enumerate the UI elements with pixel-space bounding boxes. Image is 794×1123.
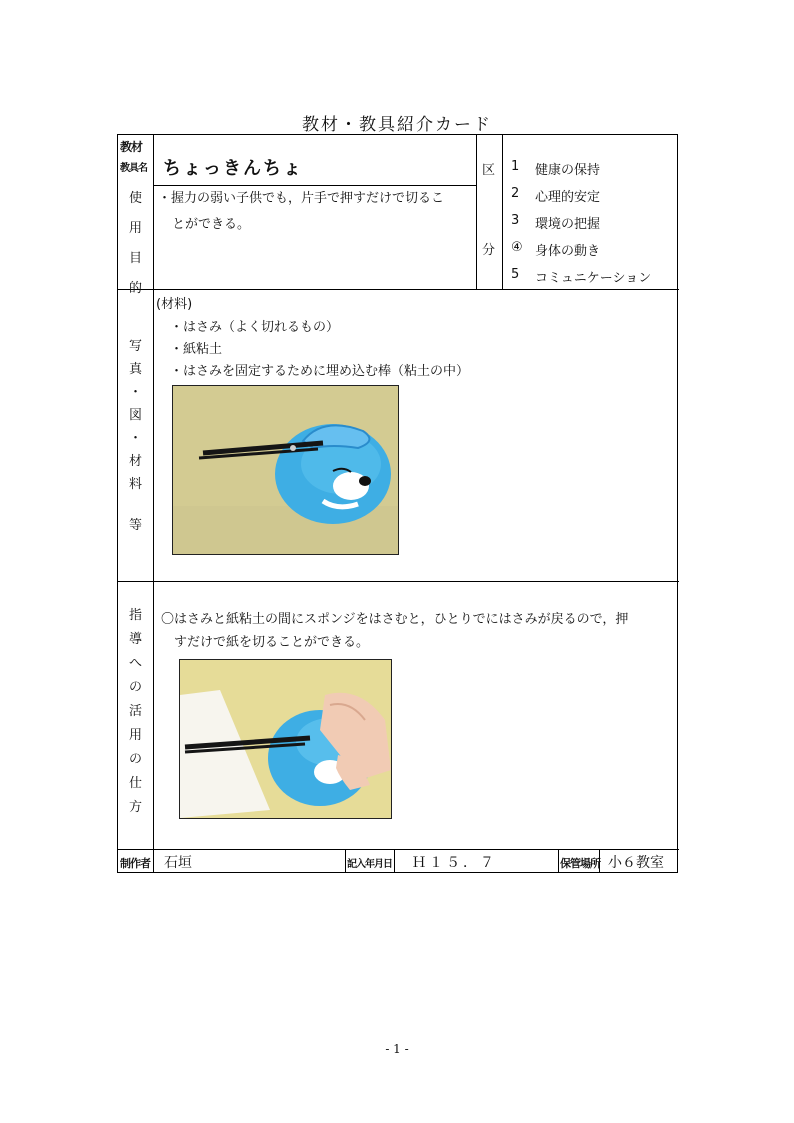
materials-photo	[172, 385, 399, 555]
usage-photo	[179, 659, 392, 819]
materials-item: ・はさみ（よく切れるもの）	[170, 320, 340, 335]
storage-location: 小６教室	[608, 855, 664, 871]
introduction-card	[117, 134, 678, 873]
purpose-text-line1: ・握力の弱い子供でも，片手で押すだけで切るこ	[158, 191, 445, 206]
category-label-top: 区	[482, 163, 496, 178]
usage-label: 指 導 へ の 活 用 の 仕 方	[128, 608, 142, 815]
divider-category-left	[476, 135, 477, 289]
materials-item: ・紙粘土	[170, 342, 223, 357]
purpose-label: 使 用 目 的	[128, 191, 142, 296]
divider-footer-1	[345, 849, 346, 872]
purpose-text-line2: とができる。	[172, 217, 251, 232]
category-item-1: 1 健康の保持	[511, 159, 601, 178]
hand-cutting-photo	[180, 660, 391, 818]
divider-footer-3	[558, 849, 559, 872]
category-item-2: 2 心理的安定	[511, 186, 601, 205]
maker-name: 石垣	[164, 855, 192, 871]
entry-date: Ｈ１５．７	[412, 855, 497, 871]
divider-name-bottom	[153, 185, 476, 186]
divider-label-column	[153, 135, 154, 872]
category-item-4-selected: ④ 身体の動き	[511, 240, 601, 259]
card-title: 教材・教具紹介カード	[302, 115, 492, 135]
materials-item: ・はさみを固定するために埋め込む棒（粘土の中）	[170, 364, 470, 379]
date-label: 記入年月日	[347, 859, 392, 870]
divider-category-right	[502, 135, 503, 289]
storage-label: 保管場所	[560, 857, 600, 870]
materials-label: 写 真 ・ 図 ・ 材 料 等	[128, 339, 142, 533]
category-item-5: 5 コミュニケーション	[511, 267, 652, 286]
page-number: - 1 -	[385, 1042, 409, 1056]
category-item-3: 3 環境の把握	[511, 213, 601, 232]
materials-heading: (材料)	[156, 297, 193, 312]
category-label-bottom: 分	[482, 243, 496, 258]
usage-text-line1: 〇はさみと紙粘土の間にスポンジをはさむと，ひとりでにはさみが戻るので，押	[161, 612, 629, 627]
material-name: ちょっきんちょ	[163, 158, 303, 179]
divider-usage-bottom	[118, 849, 679, 850]
divider-purpose-bottom	[118, 289, 679, 290]
clay-scissors-photo	[173, 386, 398, 554]
divider-materials-bottom	[118, 581, 679, 582]
material-label-bottom: 教具名	[120, 163, 147, 174]
usage-text-line2: すだけで紙を切ることができる。	[174, 635, 370, 650]
divider-footer-2	[394, 849, 395, 872]
material-label-top: 教材	[120, 140, 143, 154]
maker-label: 制作者	[120, 857, 150, 870]
